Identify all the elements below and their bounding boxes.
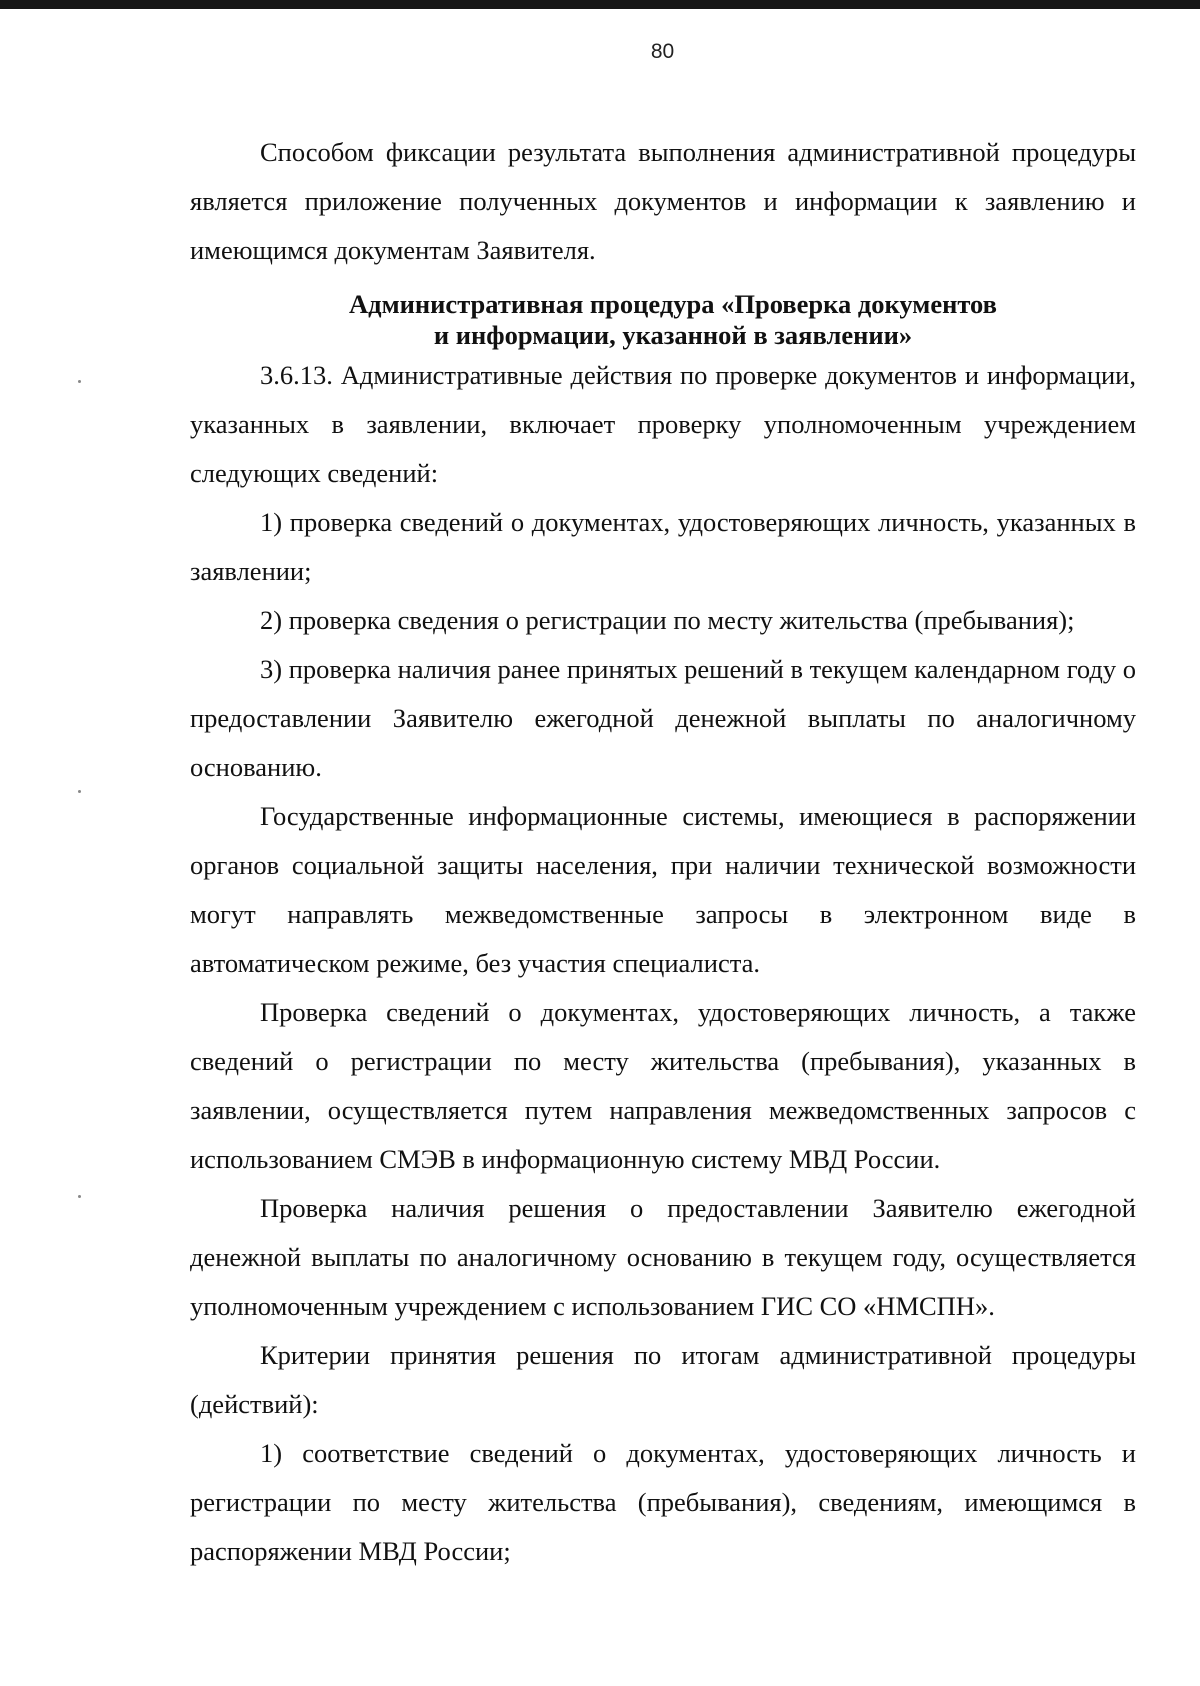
list-item-3-prior-decisions-check: 3) проверка наличия ранее принятых решений в текущем календарном году о предоставлении Заявителю ежегодной денежной выплаты по аналогичному основанию.	[190, 654, 1137, 782]
paragraph-identity-verification: Проверка сведений о документах, удостоверяющих личность, а также сведений о регистрации по месту жительства (пребывания), указанных в заявлении, осуществляется путем направления межведомственных запросов с использованием СМЭВ в информационную систему МВД России.	[190, 997, 1136, 1174]
scan-margin-speck	[78, 380, 81, 383]
scan-margin-speck	[78, 790, 81, 793]
criteria-item-1: 1) соответствие сведений о документах, удостоверяющих личность и регистрации по месту жительства (пребывания), сведениям, имеющимся в распоряжении МВД России;	[190, 1438, 1136, 1566]
section-heading-line-2: и информации, указанной в заявлении»	[433, 320, 913, 350]
paragraph-decision-criteria: Критерии принятия решения по итогам административной процедуры (действий):	[190, 1340, 1136, 1419]
paragraph-decision-verification: Проверка наличия решения о предоставлении Заявителю ежегодной денежной выплаты по аналогичному основанию в текущем году, осуществляется уполномоченным учреждением с использованием ГИС СО «НМСПН».	[190, 1193, 1136, 1321]
scan-margin-speck	[78, 1195, 81, 1198]
page-number: 80	[650, 40, 675, 63]
paragraph-3-6-13: 3.6.13. Административные действия по проверке документов и информации, указанных в заявлении, включает проверку уполномоченным учреждением следующих сведений:	[190, 360, 1136, 488]
paragraph-fixation-method: Способом фиксации результата выполнения административной процедуры является приложение полученных документов и информации к заявлению и имеющимся документам Заявителя.	[190, 137, 1136, 265]
paragraph-information-systems: Государственные информационные системы, имеющиеся в распоряжении органов социальной защиты населения, при наличии технической возможности могут направлять межведомственные запросы в электронном виде в автоматическом режиме, без участия специалиста.	[190, 801, 1136, 978]
list-item-2-registration-check: 2) проверка сведения о регистрации по месту жительства (пребывания);	[260, 605, 1075, 635]
section-heading	[190, 289, 1136, 351]
scan-top-border	[0, 0, 1200, 9]
section-heading-line-1: Административная процедура «Проверка документов	[349, 289, 997, 319]
document-body	[190, 128, 1136, 1576]
list-item-1-identity-check: 1) проверка сведений о документах, удостоверяющих личность, указанных в заявлении;	[190, 507, 1136, 586]
